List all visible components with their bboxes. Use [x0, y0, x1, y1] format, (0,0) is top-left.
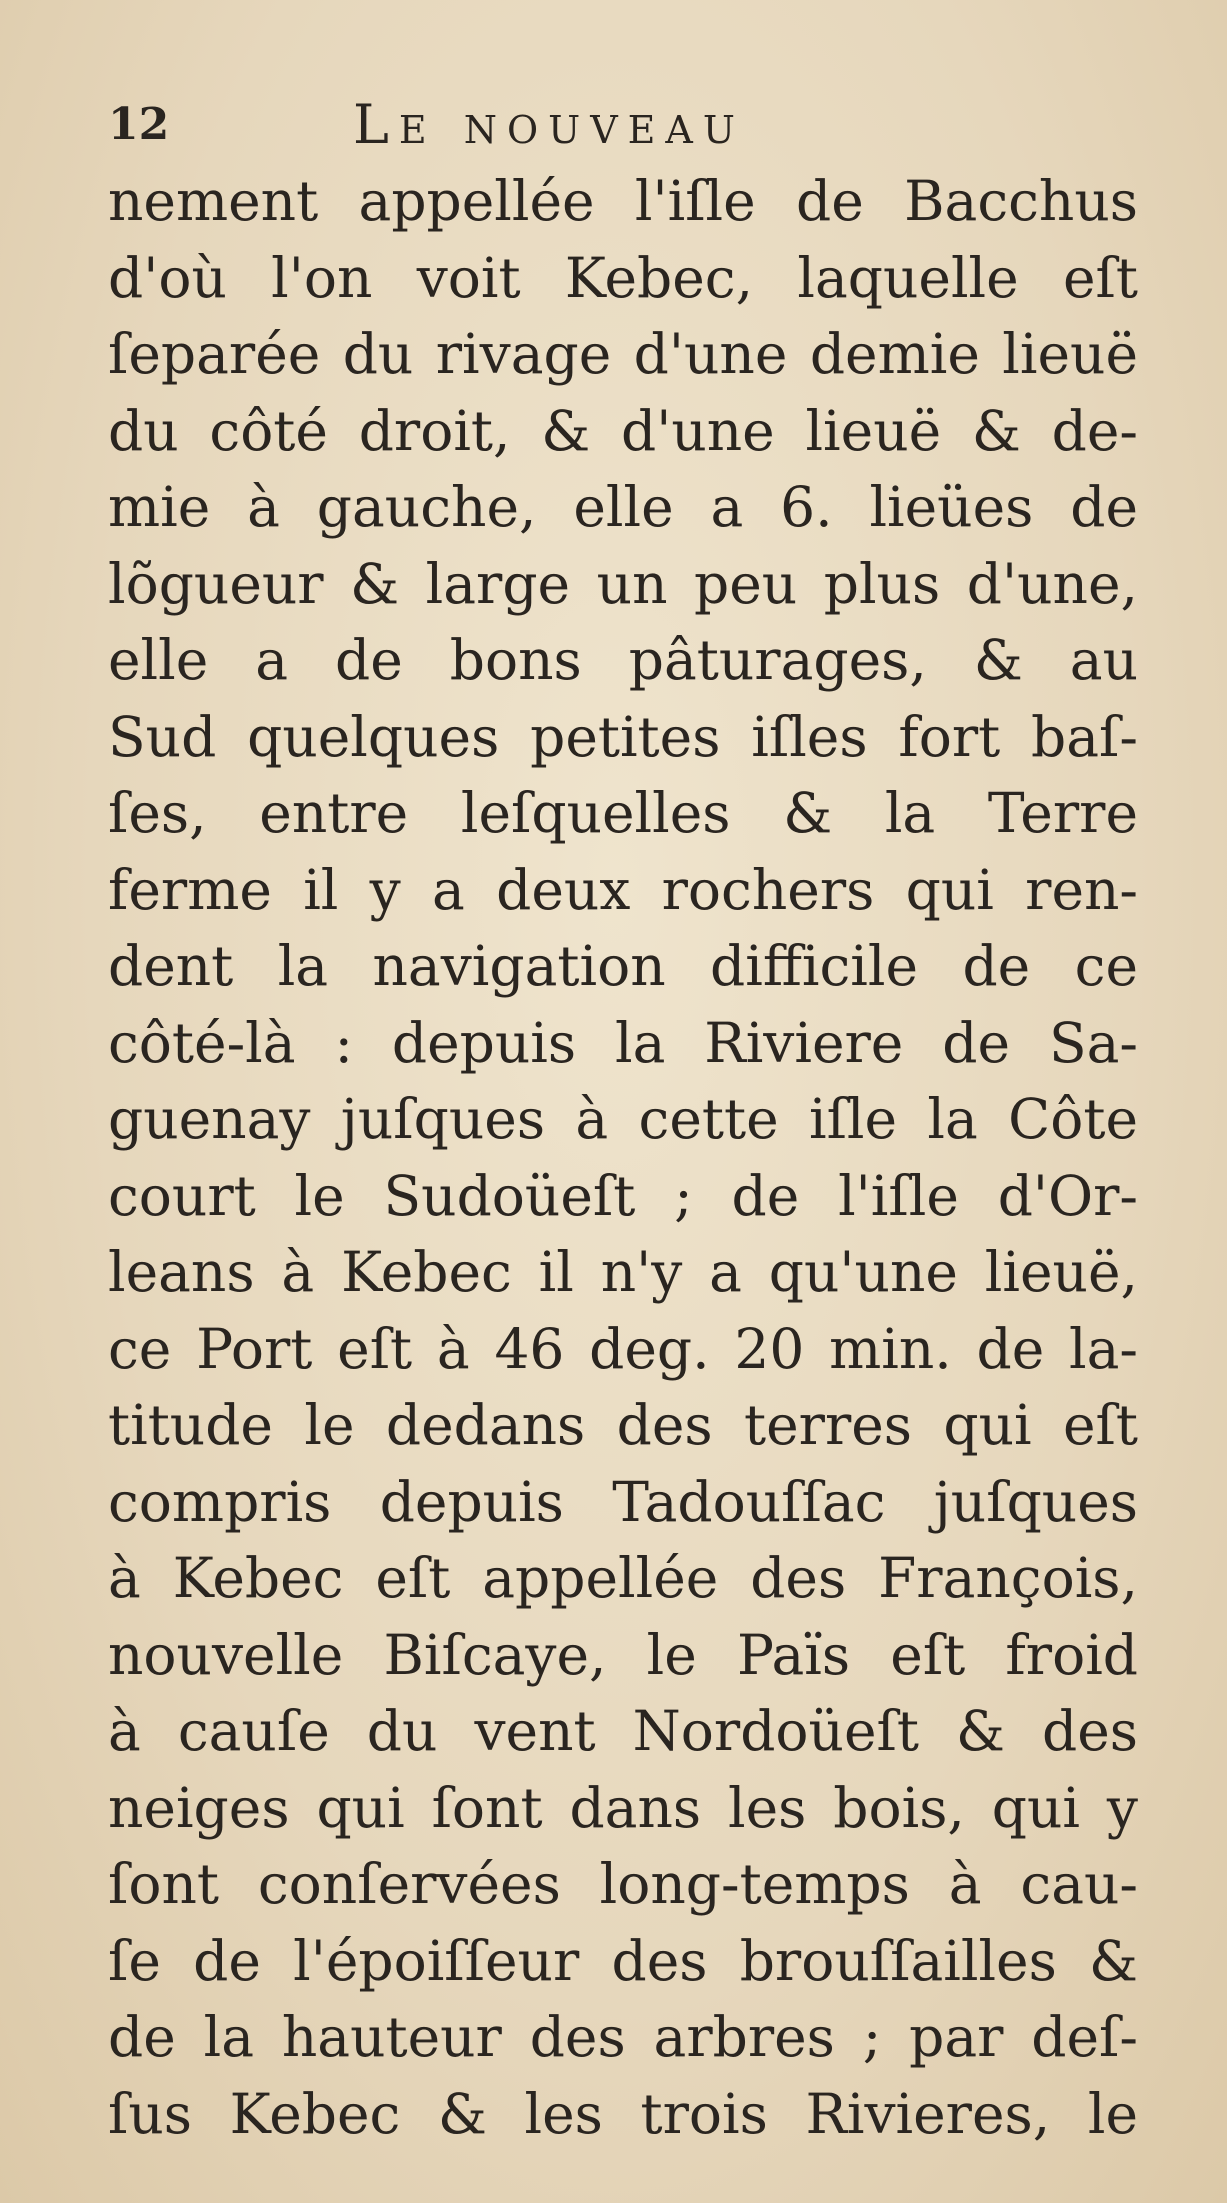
text-line: leans à Kebec il n'y a qu'une lieuë, [108, 1240, 1138, 1304]
running-title: Le nouveau [353, 93, 745, 156]
text-line: ſus Kebec & les trois Rivieres, le [108, 2081, 1138, 2146]
body-text [108, 163, 1138, 2152]
text-line: ſes, entre leſquelles & la Terre [108, 781, 1138, 845]
text-line: ſeparée du rivage d'une demie lieuë [108, 322, 1138, 386]
text-line: dent la navigation difficile de ce [108, 934, 1138, 998]
text-line: mie à gauche, elle a 6. lieües de [108, 475, 1138, 539]
page-header [108, 95, 1148, 155]
text-line: à Kebec eſt appellée des François, [108, 1546, 1138, 1610]
text-line: nouvelle Biſcaye, le Païs eſt froid [108, 1622, 1138, 1687]
text-line: elle a de bons pâturages, & au [108, 628, 1138, 692]
text-line: lõgueur & large un peu plus d'une, [108, 551, 1138, 616]
text-line: neiges qui ſont dans les bois, qui y [108, 1775, 1138, 1840]
text-line: ferme il y a deux rochers qui ren- [108, 857, 1138, 922]
text-line: court le Sudoüeſt ; de l'iſle d'Or- [108, 1163, 1138, 1228]
page-number: 12 [108, 99, 170, 150]
text-line: à cauſe du vent Nordoüeſt & des [108, 1699, 1138, 1763]
text-line: titude le dedans des terres qui eſt [108, 1393, 1138, 1457]
text-line: du côté droit, & d'une lieuë & de- [108, 398, 1138, 463]
text-line: ce Port eſt à 46 deg. 20 min. de la- [108, 1316, 1138, 1381]
text-line: compris depuis Tadouſſac juſques [108, 1469, 1138, 1534]
text-line: de la hauteur des arbres ; par deſ- [108, 2005, 1138, 2069]
text-line: Sud quelques petites iſles fort baſ- [108, 704, 1138, 769]
text-line: guenay juſques à cette iſle la Côte [108, 1087, 1138, 1151]
text-line: ſe de l'époiſſeur des brouſſailles & [108, 1928, 1138, 1993]
text-line: côté-là : depuis la Riviere de Sa- [108, 1010, 1138, 1075]
text-line: ſont conſervées long-temps à cau- [108, 1852, 1138, 1916]
text-line: nement appellée l'iſle de Bacchus [108, 169, 1138, 233]
text-line: d'où l'on voit Kebec, laquelle eſt [108, 245, 1138, 310]
